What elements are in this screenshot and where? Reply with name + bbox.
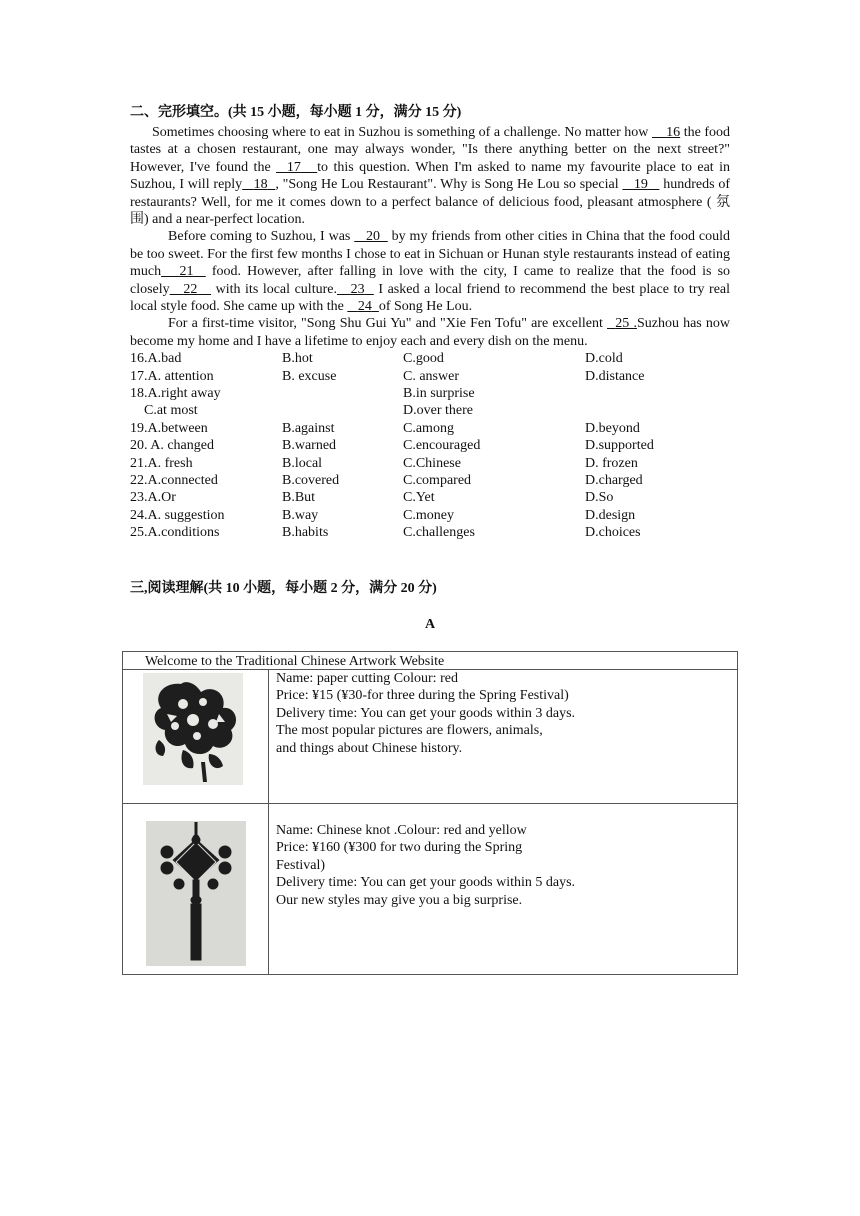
table-row — [123, 670, 738, 804]
blank-18: 18 — [253, 177, 268, 193]
blank-23: 23 — [350, 281, 365, 297]
chinese-knot-image-cell — [123, 804, 269, 975]
blank-16: 16 — [666, 125, 681, 140]
chinese-knot-details: Name: Chinese knot .Colour: red and yellow Price: ¥160 (¥300 for two during the Spring Festival) Delivery time: You can get your goods within 5 days. Our new styles may give you a big surprise. — [269, 804, 738, 975]
option-row: 18.A.right away B.in surprise — [130, 386, 475, 402]
option-row: 24.A. suggestion B.way C.money D.design — [130, 507, 636, 523]
chinese-knot-image — [123, 804, 268, 969]
blank-17: 17 — [286, 159, 301, 175]
blank-24: 24 — [357, 299, 372, 315]
reading-heading: 三,阅读理解(共 10 小题，每小题 2 分，满分 20 分) — [130, 581, 437, 596]
blank-19: 19 — [633, 177, 648, 193]
cloze-paragraph-3: For a first-time visitor, "Song Shu Gui Yu" and "Xie Fen Tofu" are excellent 25 .Suzhou has now become my home and I have a lifetime to enjoy each and every dish on the menu. — [130, 316, 731, 349]
option-row: 17.A. attention B. excuse C. answer D.distance — [130, 368, 645, 384]
cloze-heading: 二、完形填空。(共 15 小题，每小题 1 分，满分 15 分) — [130, 105, 462, 120]
option-row: 19.A.between B.against C.among D.beyond — [130, 420, 640, 436]
option-row: 22.A.connected B.covered C.compared D.charged — [130, 473, 643, 489]
blank-22: 22 — [183, 281, 198, 297]
cloze-section — [130, 104, 730, 542]
table-row — [123, 804, 738, 975]
paper-cutting-details: Name: paper cutting Colour: red Price: ¥15 (¥30-for three during the Spring Festival) Delivery time: You can get your goods within 3 days. The most popular pictures are flowers, animals, and things about Chinese history. — [269, 670, 738, 804]
option-row: 23.A.Or B.But C.Yet D.So — [130, 490, 614, 506]
cloze-paragraph-1: Sometimes choosing where to eat in Suzhou is something of a challenge. No matter how 16 the food tastes at a chosen restaurant, one may always wonder, "Is there anything better on the next street?" However, I've found the 17 to this question. When I'm asked to name my favourite place to eat in Suzhou, I will reply 18 , "Song He Lou Restaurant". Why is Song He Lou so special 19 hundreds of restaurants? Well, for me it comes down to a perfect balance of delicious food, pleasant atmosphere ( 氛围) and a near-perfect location. — [130, 125, 731, 228]
option-row: 21.A. fresh B.local C.Chinese D. frozen — [130, 455, 638, 471]
option-row: 16.A.bad B.hot C.good D.cold — [130, 351, 623, 367]
blank-21: 21 — [179, 264, 194, 280]
option-row: C.at most D.over there — [144, 403, 473, 419]
paper-cutting-image-cell — [123, 670, 269, 804]
paper-cutting-image — [123, 670, 268, 798]
blank-20: 20 — [365, 229, 380, 245]
option-row: 20. A. changed B.warned C.encouraged D.supported — [130, 438, 654, 454]
section-letter: A — [425, 617, 436, 632]
table-header: Welcome to the Traditional Chinese Artwork Website — [123, 652, 738, 670]
artwork-table — [122, 651, 738, 975]
option-row: 25.A.conditions B.habits C.challenges D.choices — [130, 525, 641, 541]
cloze-paragraph-2: Before coming to Suzhou, I was 20 by my friends from other cities in China that the food could be too sweet. For the first few months I chose to eat in Sichuan or Hunan style restaurants instead of eating much 21 food. However, after falling in love with the city, I came to realize that the food is so closely 22 with its local culture. 23 I asked a local friend to recommend the best place to try real local style food. She came up with the 24 of Song He Lou. — [130, 229, 731, 315]
blank-25: 25 . — [615, 316, 637, 332]
options-list — [130, 350, 730, 541]
